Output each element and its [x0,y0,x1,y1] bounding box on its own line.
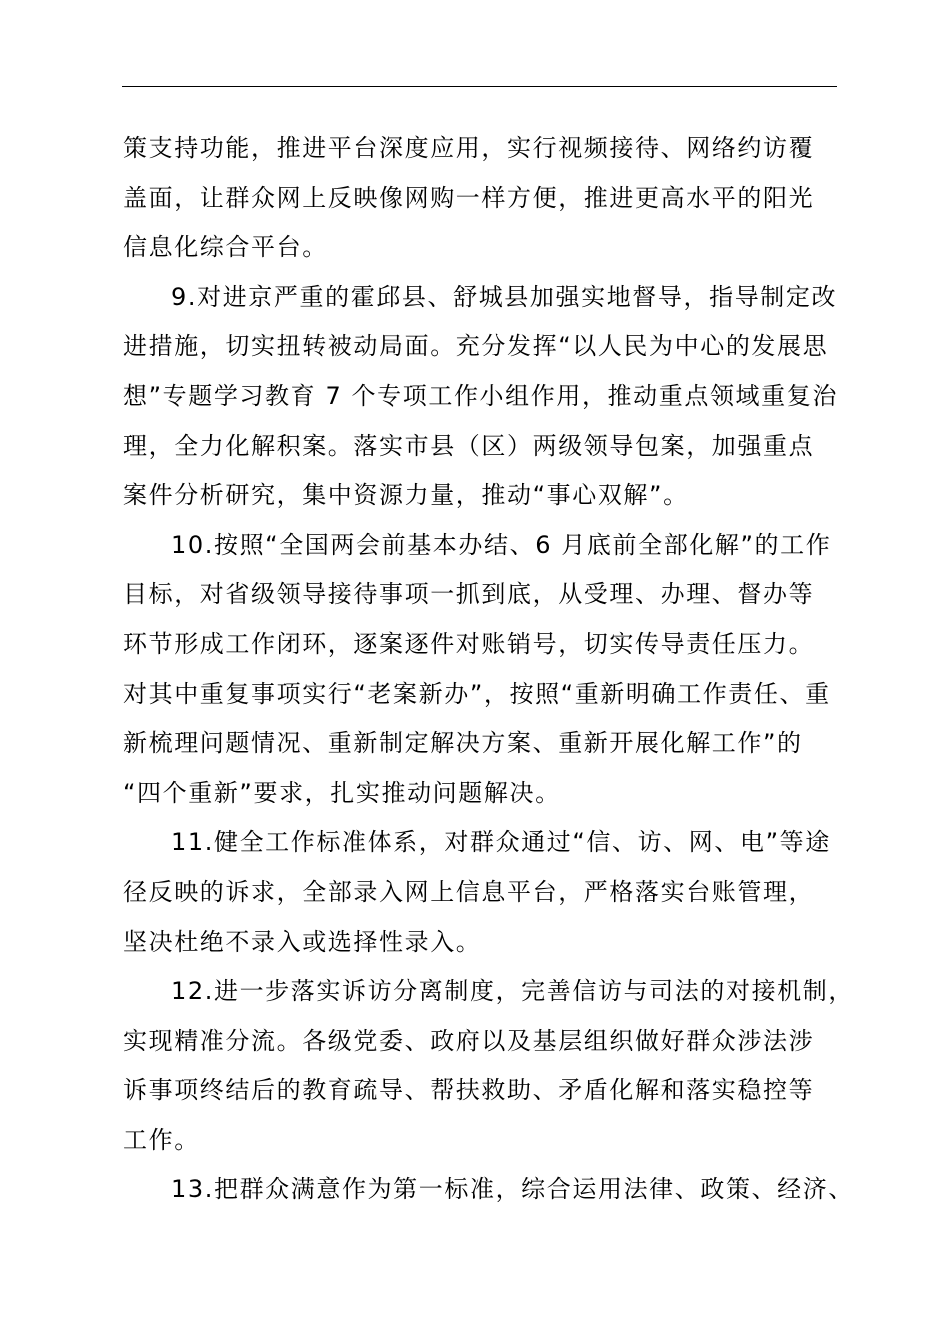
text-line: 盖面，让群众网上反映像网购一样方便，推进更高水平的阳光 [123,183,815,212]
paragraph-13-start: 13.把群众满意作为第一标准，综合运用法律、政策、经济、 [171,1175,854,1204]
text-line: 想”专题学习教育 7 个专项工作小组作用，推动重点领域重复治 [123,381,838,410]
text-line: 信息化综合平台。 [123,233,328,262]
text-line: 诉事项终结后的教育疏导、帮扶救助、矛盾化解和落实稳控等 [123,1076,815,1105]
text-line: 工作。 [123,1125,200,1154]
text-line: 径反映的诉求，全部录入网上信息平台，严格落实台账管理， [123,877,815,906]
text-line: 环节形成工作闭环，逐案逐件对账销号，切实传导责任压力。 [123,629,815,658]
text-line: 对其中重复事项实行“老案新办”，按照“重新明确工作责任、重 [123,679,831,708]
text-line: 目标，对省级领导接待事项一抓到底，从受理、办理、督办等 [123,580,815,609]
text-line: 实现精准分流。各级党委、政府以及基层组织做好群众涉法涉 [123,1026,815,1055]
text-line: “四个重新”要求，扎实推动问题解决。 [123,778,561,807]
header-rule [122,86,837,87]
paragraph-10-start: 10.按照“全国两会前基本办结、6 月底前全部化解”的工作 [171,530,832,559]
paragraph-9-start: 9.对进京严重的霍邱县、舒城县加强实地督导，指导制定改 [171,282,838,311]
paragraph-12-start: 12.进一步落实诉访分离制度，完善信访与司法的对接机制， [171,977,854,1006]
text-line: 进措施，切实扭转被动局面。充分发挥“以人民为中心的发展思 [123,332,829,361]
text-line: 理，全力化解积案。落实市县（区）两级领导包案，加强重点 [123,431,815,460]
text-line: 新梳理问题情况、重新制定解决方案、重新开展化解工作”的 [123,729,803,758]
text-line: 案件分析研究，集中资源力量，推动“事心双解”。 [123,481,689,510]
paragraph-11-start: 11.健全工作标准体系，对群众通过“信、访、网、电”等途 [171,828,831,857]
text-line: 策支持功能，推进平台深度应用，实行视频接待、网络约访覆 [123,134,815,162]
text-line: 坚决杜绝不录入或选择性录入。 [123,927,482,956]
document-body [123,124,863,1215]
